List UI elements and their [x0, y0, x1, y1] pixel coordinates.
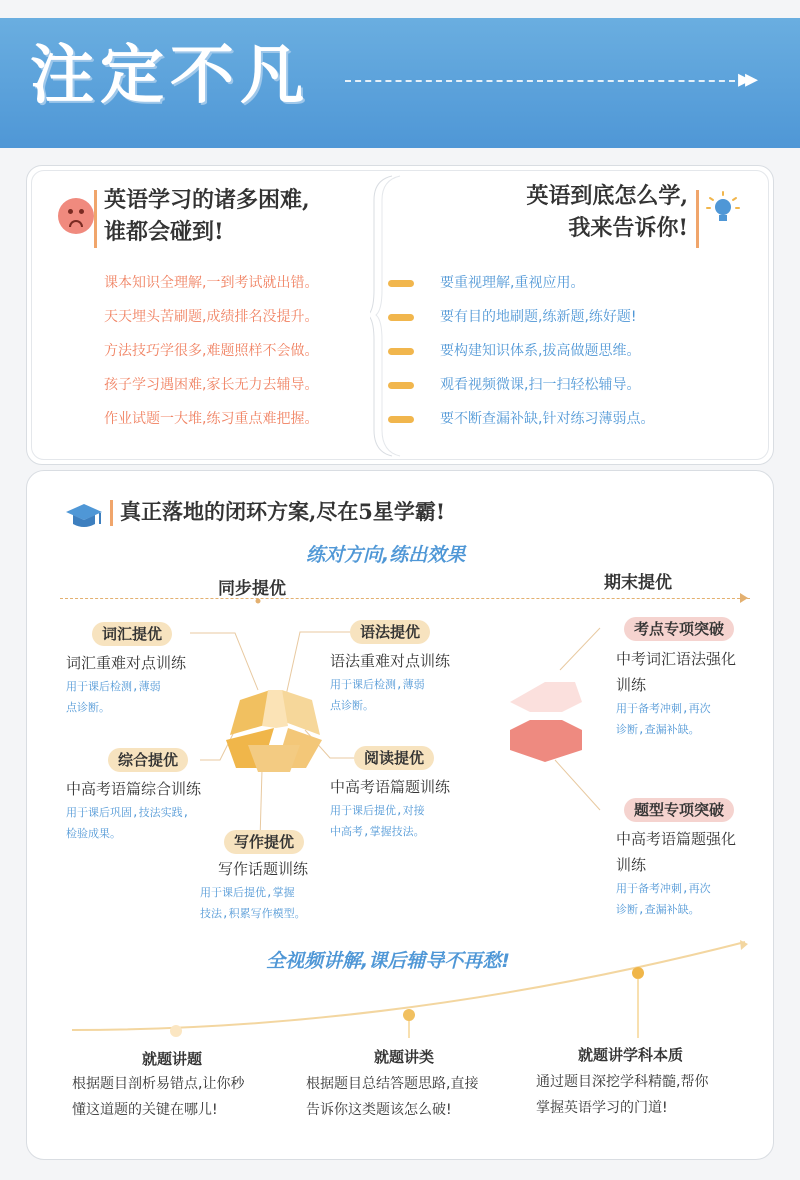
- answer-heading-line2: 我来告诉你!: [568, 215, 688, 241]
- step-desc-line2: 掌握英语学习的门道!: [536, 1100, 668, 1116]
- question-type-desc-line2: 训练: [616, 856, 647, 874]
- solution-item: 观看视频微课,扫一扫轻松辅导。: [440, 377, 641, 393]
- grammar-note-line2: 点诊断。: [330, 699, 374, 712]
- solution-item: 要构建知识体系,拔高做题思维。: [440, 343, 641, 359]
- comprehensive-tag: 综合提优: [108, 748, 188, 772]
- writing-note-line2: 技法,积累写作模型。: [200, 907, 306, 920]
- question-type-tag: 题型专项突破: [624, 798, 734, 822]
- comprehensive-note-line1: 用于课后巩固,技法实践,: [66, 806, 190, 819]
- problem-item: 孩子学习遇困难,家长无力去辅导。: [104, 377, 319, 393]
- reading-desc: 中高考语篇题训练: [330, 778, 451, 796]
- timeline-arrow-icon: [740, 593, 748, 603]
- phase-final-label: 期末提优: [604, 573, 672, 593]
- writing-note-line1: 用于课后提优,掌握: [200, 886, 295, 899]
- connector-pill: [388, 314, 414, 321]
- banner-title: 注定不凡: [30, 38, 310, 113]
- step-title: 就题讲类: [374, 1048, 435, 1066]
- difficulties-heading-line2: 谁都会碰到!: [104, 219, 224, 245]
- step-title: 就题讲题: [142, 1050, 203, 1068]
- sad-face-icon: [58, 198, 94, 234]
- lightbulb-icon: [706, 190, 740, 230]
- exam-point-desc-line2: 训练: [616, 676, 647, 694]
- video-subtitle: 全视频讲解,课后辅导不再愁!: [266, 950, 510, 972]
- question-type-desc-line1: 中高考语篇题强化: [616, 830, 737, 848]
- step-desc-line2: 告诉你这类题该怎么破!: [306, 1102, 452, 1118]
- grammar-desc: 语法重难对点训练: [330, 652, 451, 670]
- step-desc-line2: 懂这道题的关键在哪儿!: [72, 1102, 218, 1118]
- banner-dashed-line: [345, 80, 735, 82]
- problem-item: 课本知识全理解,一到考试就出错。: [104, 275, 319, 291]
- reading-note-line1: 用于课后提优,对接: [330, 804, 425, 817]
- reading-tag: 阅读提优: [354, 746, 434, 770]
- step-desc-line1: 根据题目剖析易错点,让你秒: [72, 1076, 245, 1092]
- question-type-note-line2: 诊断,查漏补缺。: [616, 903, 700, 916]
- step-desc-line1: 根据题目总结答题思路,直接: [306, 1076, 479, 1092]
- graduation-cap-icon: [64, 500, 104, 532]
- grammar-note-line1: 用于课后检测,薄弱: [330, 678, 425, 691]
- answer-accent-bar: [696, 190, 699, 248]
- timeline-line: [60, 598, 750, 599]
- problem-item: 作业试题一大堆,练习重点难把握。: [104, 411, 319, 427]
- connector-pill: [388, 382, 414, 389]
- reading-note-line2: 中高考,掌握技法。: [330, 825, 425, 838]
- solution-item: 要有目的地刷题,练新题,练好题!: [440, 309, 637, 325]
- connector-pill: [388, 348, 414, 355]
- vocab-note-line1: 用于课后检测,薄弱: [66, 680, 161, 693]
- exam-point-desc-line1: 中考词汇语法强化: [616, 650, 737, 668]
- difficulties-heading-line1: 英语学习的诸多困难,: [104, 187, 310, 213]
- question-type-note-line1: 用于备考冲刺,再次: [616, 882, 711, 895]
- problem-item: 天天埋头苦刷题,成绩排名没提升。: [104, 309, 319, 325]
- comprehensive-desc: 中高考语篇综合训练: [66, 780, 202, 798]
- exam-point-note-line2: 诊断,查漏补缺。: [616, 723, 700, 736]
- comprehensive-note-line2: 检验成果。: [66, 827, 121, 840]
- plan-subtitle: 练对方向,练出效果: [306, 544, 466, 566]
- vocab-note-line2: 点诊断。: [66, 701, 110, 714]
- solution-item: 要重视理解,重视应用。: [440, 275, 585, 291]
- double-arrow-icon: ▸▸: [738, 64, 753, 94]
- problem-item: 方法技巧学很多,难题照样不会做。: [104, 343, 319, 359]
- answer-heading-line1: 英语到底怎么学,: [526, 183, 688, 209]
- vocab-tag: 词汇提优: [92, 622, 172, 646]
- plan-title: 真正落地的闭环方案,尽在5星学霸!: [120, 499, 446, 524]
- vocab-desc: 词汇重难对点训练: [66, 654, 187, 672]
- exam-point-note-line1: 用于备考冲刺,再次: [616, 702, 711, 715]
- step-desc-line1: 通过题目深挖学科精髓,帮你: [536, 1074, 709, 1090]
- grammar-tag: 语法提优: [350, 620, 430, 644]
- solution-item: 要不断查漏补缺,针对练习薄弱点。: [440, 411, 655, 427]
- plan-accent-bar: [110, 500, 113, 526]
- phase-sync-label: 同步提优: [218, 579, 286, 599]
- exam-point-tag: 考点专项突破: [624, 617, 734, 641]
- answer-heading: [526, 180, 688, 244]
- difficulties-heading: [104, 184, 310, 248]
- connector-pill: [388, 416, 414, 423]
- writing-tag: 写作提优: [224, 830, 304, 854]
- connector-pill: [388, 280, 414, 287]
- writing-desc: 写作话题训练: [218, 860, 309, 878]
- step-title: 就题讲学科本质: [578, 1046, 684, 1064]
- heading-accent-bar: [94, 190, 97, 248]
